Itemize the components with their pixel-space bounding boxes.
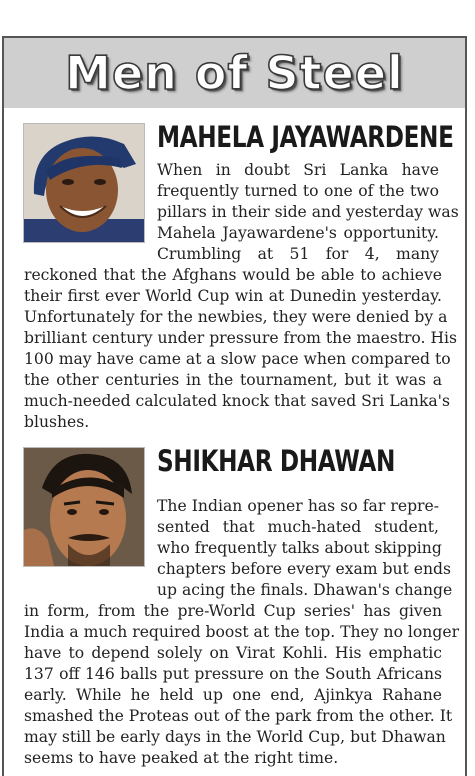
body-line: the other centuries in the tournament, but it was a — [24, 371, 442, 389]
profile-name-mahela: MAHELA JAYAWARDENE — [157, 120, 454, 154]
body-line: When in doubt Sri Lanka have — [157, 161, 439, 179]
body-line: who frequently talks about skipping — [157, 539, 442, 557]
body-line: reckoned that the Afghans would be able to achieve — [24, 266, 442, 284]
body-line: pillars in their side and yesterday was — [157, 203, 459, 221]
profile-name-dhawan: SHIKHAR DHAWAN — [157, 444, 395, 478]
body-line: India a much required boost at the top. They no longer — [24, 623, 460, 641]
body-line: blushes. — [24, 413, 90, 431]
body-line: in form, from the pre-World Cup series' has given — [24, 602, 442, 620]
body-line: Crumbling at 51 for 4, many — [157, 245, 439, 263]
body-line: frequently turned to one of the two — [157, 182, 439, 200]
body-line: 137 off 146 balls put pressure on the South Africans — [24, 665, 442, 683]
photo-shikhar-dhawan — [24, 448, 144, 566]
section-banner — [4, 38, 465, 108]
body-line: much-needed calculated knock that saved Sri Lanka's — [24, 392, 450, 410]
body-line: seems to have peaked at the right time. — [24, 749, 339, 767]
body-line: early. While he held up one end, Ajinkya Rahane — [24, 686, 442, 704]
body-line: Mahela Jayawardene's opportunity. — [157, 224, 439, 242]
body-line: smashed the Proteas out of the park from the other. It — [24, 707, 453, 725]
section-title: Men of Steel — [65, 46, 404, 100]
body-line: Unfortunately for the newbies, they were denied by a — [24, 308, 448, 326]
body-line: 100 may have came at a slow pace when compared to — [24, 350, 451, 368]
body-line: their first ever World Cup win at Dunedin yesterday. — [24, 287, 442, 305]
body-line: sented that much-hated student, — [157, 518, 439, 536]
body-line: The Indian opener has so far repre- — [157, 497, 439, 515]
body-line: have to depend solely on Virat Kohli. His emphatic — [24, 644, 442, 662]
body-line: up acing the finals. Dhawan's change — [157, 581, 453, 599]
body-line: chapters before every exam but ends — [157, 560, 452, 578]
body-line: may still be early days in the World Cup, but Dhawan — [24, 728, 446, 746]
photo-mahela-jayawardene — [24, 124, 144, 242]
body-line: brilliant century under pressure from the maestro. His — [24, 329, 458, 347]
